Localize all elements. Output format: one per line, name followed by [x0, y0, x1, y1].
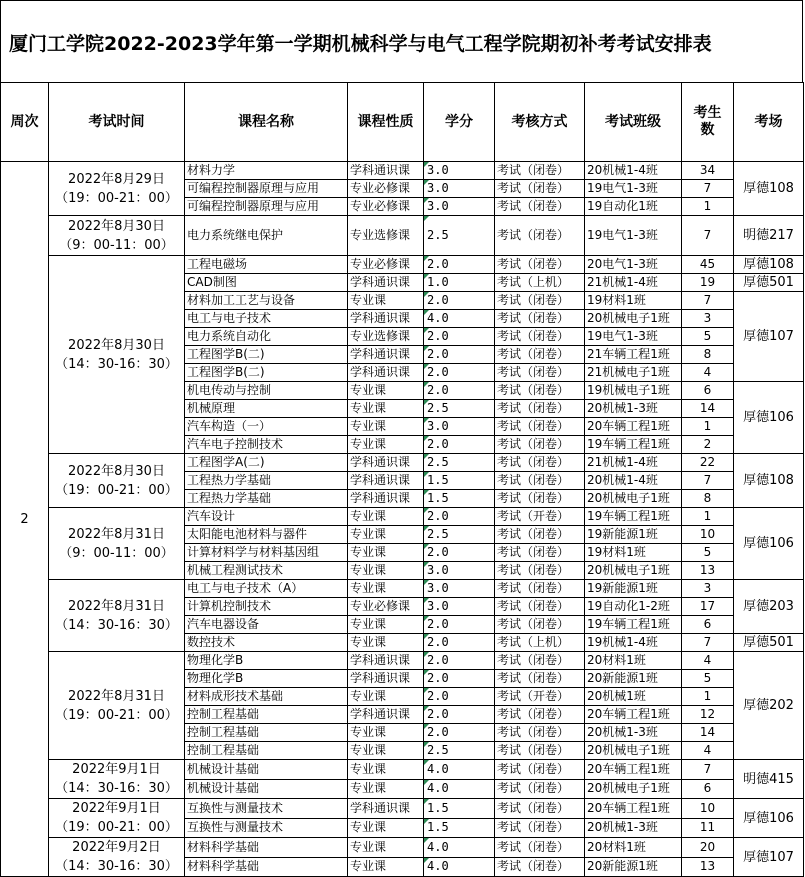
course-credit: 4.0 — [424, 857, 495, 877]
session-date: 2022年9月2日 — [72, 840, 161, 855]
exam-room: 厚德203 — [734, 580, 804, 634]
course-credit: 2.0 — [424, 634, 495, 652]
exam-room: 厚德202 — [734, 652, 804, 760]
course-nature: 学科通识课 — [348, 799, 424, 819]
exam-method: 考试（闭卷） — [495, 418, 585, 436]
exam-method: 考试（闭卷） — [495, 857, 585, 877]
exam-method: 考试（闭卷） — [495, 198, 585, 216]
table-header-row — [1, 83, 804, 162]
course-name: 控制工程基础 — [185, 742, 348, 760]
course-credit: 2.0 — [424, 688, 495, 706]
exam-class: 21车辆工程1班 — [585, 346, 682, 364]
course-nature: 专业课 — [348, 688, 424, 706]
student-count: 20 — [682, 838, 734, 858]
week-cell: 2 — [1, 162, 49, 877]
exam-method: 考试（闭卷） — [495, 652, 585, 670]
exam-method: 考试（闭卷） — [495, 400, 585, 418]
exam-class: 20材料1班 — [585, 838, 682, 858]
course-nature: 专业课 — [348, 779, 424, 799]
course-nature: 专业课 — [348, 760, 424, 780]
session-hours: （9：00-11：00） — [59, 545, 174, 561]
course-credit: 2.5 — [424, 216, 495, 256]
student-count: 13 — [682, 562, 734, 580]
exam-room: 厚德501 — [734, 634, 804, 652]
exam-method: 考试（闭卷） — [495, 310, 585, 328]
exam-method: 考试（闭卷） — [495, 742, 585, 760]
course-name: 电工与电子技术（A） — [185, 580, 348, 598]
exam-method: 考试（闭卷） — [495, 162, 585, 180]
course-credit: 2.0 — [424, 508, 495, 526]
course-name: 数控技术 — [185, 634, 348, 652]
exam-class: 19电气1-3班 — [585, 180, 682, 198]
exam-room: 厚德106 — [734, 508, 804, 580]
header-method: 考核方式 — [495, 83, 585, 162]
course-nature: 专业课 — [348, 292, 424, 310]
exam-room: 厚德501 — [734, 274, 804, 292]
course-name: 互换性与测量技术 — [185, 799, 348, 819]
exam-method: 考试（闭卷） — [495, 180, 585, 198]
course-name: 物理化学B — [185, 652, 348, 670]
exam-room: 厚德108 — [734, 162, 804, 216]
course-name: 太阳能电池材料与器件 — [185, 526, 348, 544]
student-count: 7 — [682, 634, 734, 652]
course-nature: 学科通识课 — [348, 454, 424, 472]
course-name: 材料力学 — [185, 162, 348, 180]
exam-class: 19自动化1班 — [585, 198, 682, 216]
course-credit: 2.0 — [424, 256, 495, 274]
table-row — [1, 580, 804, 598]
course-name: 汽车设计 — [185, 508, 348, 526]
course-credit: 2.0 — [424, 706, 495, 724]
course-credit: 1.5 — [424, 818, 495, 838]
course-credit: 2.0 — [424, 292, 495, 310]
exam-class: 19新能源1班 — [585, 580, 682, 598]
session-date: 2022年9月1日 — [72, 801, 161, 816]
exam-class: 20机械1班 — [585, 688, 682, 706]
exam-class: 19新能源1班 — [585, 526, 682, 544]
session-time-cell — [49, 580, 185, 652]
session-hours: （14：30-16：30） — [55, 781, 178, 796]
exam-method: 考试（闭卷） — [495, 364, 585, 382]
course-name: 电力系统继电保护 — [185, 216, 348, 256]
course-credit: 2.0 — [424, 724, 495, 742]
exam-class: 20机械电子1班 — [585, 562, 682, 580]
student-count: 10 — [682, 799, 734, 819]
header-credit: 学分 — [424, 83, 495, 162]
exam-room: 厚德107 — [734, 292, 804, 382]
course-credit: 1.5 — [424, 490, 495, 508]
course-credit: 3.0 — [424, 198, 495, 216]
exam-class: 19机械1-4班 — [585, 634, 682, 652]
exam-method: 考试（开卷） — [495, 688, 585, 706]
course-nature: 学科通识课 — [348, 670, 424, 688]
student-count: 6 — [682, 616, 734, 634]
course-name: 控制工程基础 — [185, 724, 348, 742]
exam-method: 考试（闭卷） — [495, 562, 585, 580]
document-title: 厦门工学院2022-2023学年第一学期机械科学与电气工程学院期初补考考试安排表 — [9, 33, 712, 55]
header-week: 周次 — [1, 83, 49, 162]
course-credit: 2.0 — [424, 544, 495, 562]
course-credit: 3.0 — [424, 580, 495, 598]
header-time: 考试时间 — [49, 83, 185, 162]
exam-method: 考试（闭卷） — [495, 490, 585, 508]
course-name: 计算材料学与材料基因组 — [185, 544, 348, 562]
student-count: 45 — [682, 256, 734, 274]
course-name: 机械原理 — [185, 400, 348, 418]
course-name: 工程图学B(二) — [185, 364, 348, 382]
course-name: 控制工程基础 — [185, 706, 348, 724]
course-nature: 专业课 — [348, 508, 424, 526]
course-credit: 2.0 — [424, 328, 495, 346]
exam-method: 考试（闭卷） — [495, 706, 585, 724]
header-count: 考生数 — [682, 83, 734, 162]
exam-class: 20机械电子1班 — [585, 779, 682, 799]
exam-class: 19电气1-3班 — [585, 216, 682, 256]
table-row — [1, 454, 804, 472]
session-time-cell — [49, 799, 185, 838]
exam-method: 考试（闭卷） — [495, 216, 585, 256]
course-name: 可编程控制器原理与应用 — [185, 180, 348, 198]
table-row — [1, 256, 804, 274]
course-nature: 专业课 — [348, 838, 424, 858]
session-time-cell — [49, 216, 185, 256]
course-credit: 3.0 — [424, 180, 495, 198]
course-name: 工程图学A(二) — [185, 454, 348, 472]
student-count: 2 — [682, 436, 734, 454]
exam-room: 明德415 — [734, 760, 804, 799]
student-count: 19 — [682, 274, 734, 292]
course-name: 材料成形技术基础 — [185, 688, 348, 706]
course-credit: 2.0 — [424, 436, 495, 454]
course-credit: 2.5 — [424, 400, 495, 418]
student-count: 1 — [682, 688, 734, 706]
course-nature: 学科通识课 — [348, 490, 424, 508]
session-date: 2022年8月31日 — [68, 526, 165, 542]
course-name: 工程热力学基础 — [185, 490, 348, 508]
student-count: 17 — [682, 598, 734, 616]
exam-class: 19自动化1-2班 — [585, 598, 682, 616]
exam-method: 考试（闭卷） — [495, 382, 585, 400]
course-credit: 2.0 — [424, 616, 495, 634]
course-name: 互换性与测量技术 — [185, 818, 348, 838]
exam-class: 20机械1-3班 — [585, 724, 682, 742]
student-count: 14 — [682, 400, 734, 418]
session-time-cell — [49, 508, 185, 580]
course-nature: 专业课 — [348, 580, 424, 598]
session-date: 2022年8月30日 — [68, 463, 165, 479]
session-hours: （14：30-16：30） — [55, 356, 178, 372]
header-room: 考场 — [734, 83, 804, 162]
session-hours: （14：30-16：30） — [55, 859, 178, 874]
session-hours: （19：00-21：00） — [55, 482, 178, 498]
course-credit: 2.5 — [424, 526, 495, 544]
exam-room: 厚德107 — [734, 838, 804, 877]
exam-method: 考试（闭卷） — [495, 580, 585, 598]
course-credit: 4.0 — [424, 760, 495, 780]
course-credit: 3.0 — [424, 162, 495, 180]
session-time-cell — [49, 760, 185, 799]
exam-class: 21机械1-4班 — [585, 274, 682, 292]
course-credit: 1.0 — [424, 274, 495, 292]
course-nature: 专业必修课 — [348, 256, 424, 274]
student-count: 10 — [682, 526, 734, 544]
course-nature: 专业课 — [348, 562, 424, 580]
exam-class: 20新能源1班 — [585, 670, 682, 688]
exam-class: 20新能源1班 — [585, 857, 682, 877]
exam-method: 考试（闭卷） — [495, 760, 585, 780]
student-count: 8 — [682, 346, 734, 364]
exam-room: 厚德108 — [734, 454, 804, 508]
exam-class: 20机械1-3班 — [585, 818, 682, 838]
exam-class: 20电气1-3班 — [585, 256, 682, 274]
course-credit: 2.5 — [424, 742, 495, 760]
exam-method: 考试（闭卷） — [495, 454, 585, 472]
course-nature: 专业课 — [348, 436, 424, 454]
exam-class: 19车辆工程1班 — [585, 616, 682, 634]
course-nature: 专业必修课 — [348, 198, 424, 216]
course-nature: 专业课 — [348, 634, 424, 652]
course-name: 工程图学B(二) — [185, 346, 348, 364]
course-credit: 3.0 — [424, 598, 495, 616]
course-nature: 专业课 — [348, 400, 424, 418]
course-nature: 学科通识课 — [348, 274, 424, 292]
exam-class: 19材料1班 — [585, 292, 682, 310]
exam-class: 19车辆工程1班 — [585, 508, 682, 526]
course-name: 工程热力学基础 — [185, 472, 348, 490]
student-count: 13 — [682, 857, 734, 877]
table-row — [1, 162, 804, 180]
course-name: 可编程控制器原理与应用 — [185, 198, 348, 216]
course-credit: 4.0 — [424, 310, 495, 328]
session-time-cell — [49, 652, 185, 760]
student-count: 22 — [682, 454, 734, 472]
student-count: 1 — [682, 508, 734, 526]
exam-method: 考试（闭卷） — [495, 436, 585, 454]
exam-class: 19车辆工程1班 — [585, 436, 682, 454]
exam-method: 考试（闭卷） — [495, 346, 585, 364]
session-date: 2022年8月30日 — [68, 337, 165, 353]
course-credit: 1.5 — [424, 799, 495, 819]
session-time-cell — [49, 256, 185, 454]
course-credit: 3.0 — [424, 562, 495, 580]
exam-class: 20机械电子1班 — [585, 490, 682, 508]
course-name: 材料加工工艺与设备 — [185, 292, 348, 310]
course-nature: 专业选修课 — [348, 216, 424, 256]
exam-method: 考试（闭卷） — [495, 328, 585, 346]
exam-room: 厚德106 — [734, 382, 804, 454]
exam-method: 考试（闭卷） — [495, 779, 585, 799]
exam-class: 20机械1-3班 — [585, 400, 682, 418]
student-count: 7 — [682, 292, 734, 310]
course-credit: 2.0 — [424, 652, 495, 670]
exam-schedule-table — [0, 82, 804, 877]
course-name: 汽车构造（一） — [185, 418, 348, 436]
session-hours: （19：00-21：00） — [55, 820, 178, 835]
session-time-cell — [49, 838, 185, 877]
exam-method: 考试（闭卷） — [495, 818, 585, 838]
course-nature: 专业必修课 — [348, 598, 424, 616]
exam-class: 21机械电子1班 — [585, 364, 682, 382]
session-hours: （19：00-21：00） — [55, 190, 178, 206]
exam-class: 20机械1-4班 — [585, 162, 682, 180]
student-count: 1 — [682, 198, 734, 216]
table-row — [1, 799, 804, 819]
course-nature: 专业课 — [348, 382, 424, 400]
exam-method: 考试（闭卷） — [495, 526, 585, 544]
table-row — [1, 508, 804, 526]
exam-room: 明德217 — [734, 216, 804, 256]
course-name: 机械工程测试技术 — [185, 562, 348, 580]
course-name: 材料科学基础 — [185, 838, 348, 858]
course-credit: 1.5 — [424, 472, 495, 490]
exam-room: 厚德108 — [734, 256, 804, 274]
exam-class: 20机械电子1班 — [585, 310, 682, 328]
course-name: 物理化学B — [185, 670, 348, 688]
table-row — [1, 838, 804, 858]
student-count: 6 — [682, 382, 734, 400]
exam-method: 考试（闭卷） — [495, 292, 585, 310]
course-name: 汽车电子控制技术 — [185, 436, 348, 454]
session-date: 2022年9月1日 — [72, 762, 161, 777]
course-credit: 2.0 — [424, 382, 495, 400]
table-row — [1, 652, 804, 670]
exam-class: 20机械1-4班 — [585, 472, 682, 490]
student-count: 7 — [682, 472, 734, 490]
document-title-box — [0, 0, 803, 83]
student-count: 3 — [682, 580, 734, 598]
course-nature: 专业课 — [348, 544, 424, 562]
course-nature: 专业必修课 — [348, 180, 424, 198]
exam-method: 考试（闭卷） — [495, 616, 585, 634]
student-count: 34 — [682, 162, 734, 180]
course-name: 机械设计基础 — [185, 779, 348, 799]
student-count: 7 — [682, 180, 734, 198]
course-credit: 2.0 — [424, 670, 495, 688]
student-count: 1 — [682, 418, 734, 436]
course-nature: 学科通识课 — [348, 346, 424, 364]
exam-method: 考试（闭卷） — [495, 544, 585, 562]
student-count: 4 — [682, 652, 734, 670]
exam-class: 20车辆工程1班 — [585, 706, 682, 724]
student-count: 5 — [682, 544, 734, 562]
exam-method: 考试（上机） — [495, 274, 585, 292]
header-nature: 课程性质 — [348, 83, 424, 162]
student-count: 3 — [682, 310, 734, 328]
exam-method: 考试（闭卷） — [495, 472, 585, 490]
course-name: 汽车电器设备 — [185, 616, 348, 634]
course-name: 电力系统自动化 — [185, 328, 348, 346]
course-nature: 专业课 — [348, 616, 424, 634]
course-nature: 专业选修课 — [348, 328, 424, 346]
student-count: 5 — [682, 328, 734, 346]
student-count: 8 — [682, 490, 734, 508]
session-time-cell — [49, 162, 185, 216]
course-nature: 专业课 — [348, 818, 424, 838]
course-nature: 学科通识课 — [348, 706, 424, 724]
exam-class: 20车辆工程1班 — [585, 418, 682, 436]
table-row — [1, 760, 804, 780]
exam-class: 19电气1-3班 — [585, 328, 682, 346]
course-credit: 4.0 — [424, 779, 495, 799]
exam-method: 考试（闭卷） — [495, 670, 585, 688]
exam-method: 考试（闭卷） — [495, 598, 585, 616]
session-time-cell — [49, 454, 185, 508]
course-nature: 专业课 — [348, 418, 424, 436]
session-date: 2022年8月31日 — [68, 598, 165, 614]
course-nature: 学科通识课 — [348, 472, 424, 490]
student-count: 5 — [682, 670, 734, 688]
exam-method: 考试（上机） — [495, 634, 585, 652]
course-nature: 专业课 — [348, 857, 424, 877]
exam-class: 20材料1班 — [585, 652, 682, 670]
exam-room: 厚德106 — [734, 799, 804, 838]
course-nature: 学科通识课 — [348, 364, 424, 382]
session-date: 2022年8月29日 — [68, 171, 165, 187]
course-name: 工程电磁场 — [185, 256, 348, 274]
exam-class: 20车辆工程1班 — [585, 799, 682, 819]
exam-class: 20车辆工程1班 — [585, 760, 682, 780]
course-name: CAD制图 — [185, 274, 348, 292]
course-name: 机械设计基础 — [185, 760, 348, 780]
student-count: 4 — [682, 364, 734, 382]
session-date: 2022年8月30日 — [68, 218, 165, 234]
student-count: 11 — [682, 818, 734, 838]
exam-class: 20机械电子1班 — [585, 742, 682, 760]
session-date: 2022年8月31日 — [68, 688, 165, 704]
exam-class: 19机械电子1班 — [585, 382, 682, 400]
session-hours: （14：30-16：30） — [55, 617, 178, 633]
table-row — [1, 216, 804, 256]
course-name: 材料科学基础 — [185, 857, 348, 877]
exam-method: 考试（开卷） — [495, 508, 585, 526]
course-name: 电工与电子技术 — [185, 310, 348, 328]
course-nature: 专业课 — [348, 724, 424, 742]
exam-class: 21机械1-4班 — [585, 454, 682, 472]
course-name: 计算机控制技术 — [185, 598, 348, 616]
course-name: 机电传动与控制 — [185, 382, 348, 400]
course-nature: 专业课 — [348, 526, 424, 544]
student-count: 7 — [682, 760, 734, 780]
exam-method: 考试（闭卷） — [495, 838, 585, 858]
session-hours: （9：00-11：00） — [59, 237, 174, 253]
course-credit: 3.0 — [424, 418, 495, 436]
course-credit: 2.5 — [424, 454, 495, 472]
course-credit: 4.0 — [424, 838, 495, 858]
student-count: 4 — [682, 742, 734, 760]
exam-method: 考试（闭卷） — [495, 724, 585, 742]
course-credit: 2.0 — [424, 364, 495, 382]
student-count: 6 — [682, 779, 734, 799]
course-nature: 专业课 — [348, 742, 424, 760]
header-course: 课程名称 — [185, 83, 348, 162]
header-class: 考试班级 — [585, 83, 682, 162]
exam-class: 19材料1班 — [585, 544, 682, 562]
student-count: 12 — [682, 706, 734, 724]
student-count: 14 — [682, 724, 734, 742]
course-credit: 2.0 — [424, 346, 495, 364]
exam-method: 考试（闭卷） — [495, 256, 585, 274]
exam-method: 考试（闭卷） — [495, 799, 585, 819]
student-count: 7 — [682, 216, 734, 256]
course-nature: 学科通识课 — [348, 310, 424, 328]
session-hours: （19：00-21：00） — [55, 707, 178, 723]
course-nature: 学科通识课 — [348, 652, 424, 670]
course-nature: 学科通识课 — [348, 162, 424, 180]
